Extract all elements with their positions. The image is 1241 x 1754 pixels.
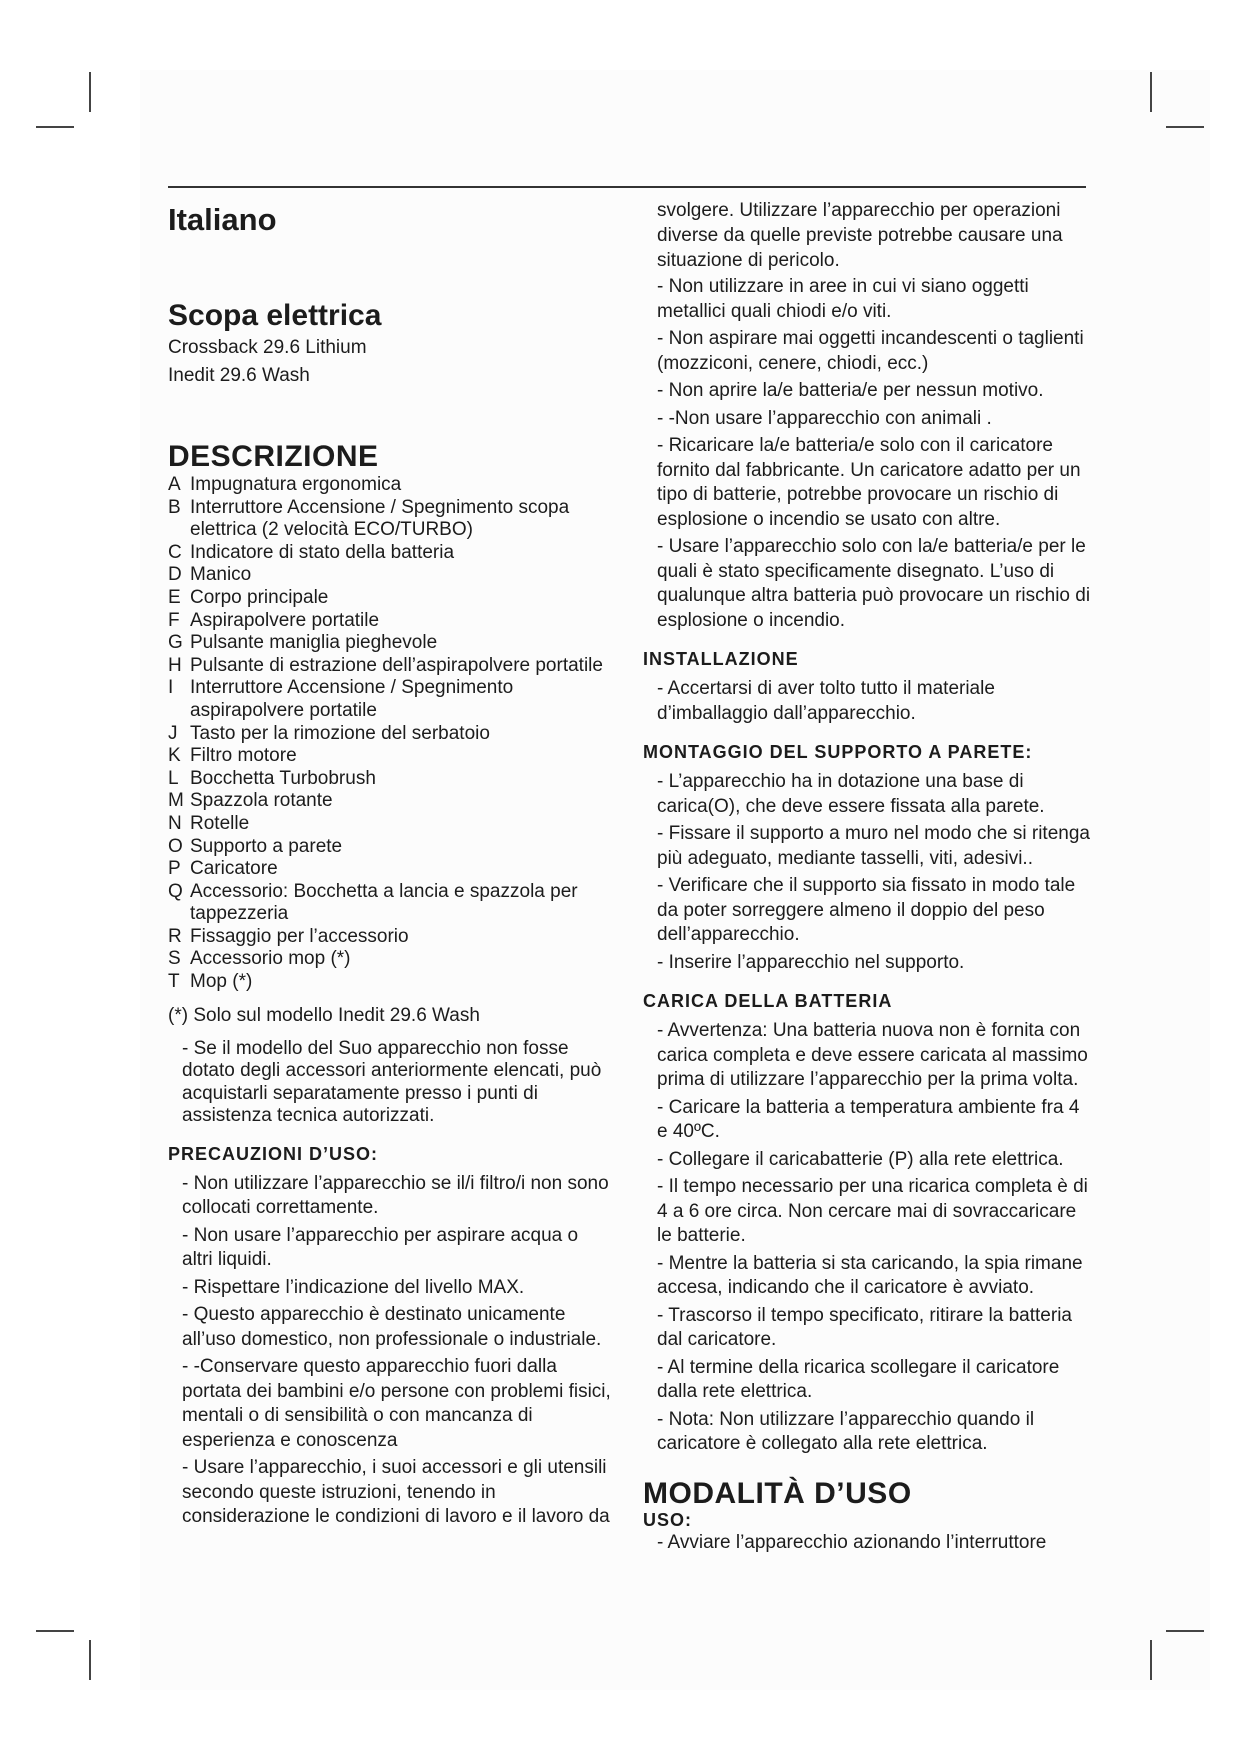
list-item: [168, 497, 613, 542]
item-text: Interruttore Accensione / Spegnimento aspirapolvere portatile: [190, 677, 514, 721]
list-item: [168, 564, 613, 587]
item-letter: P: [168, 858, 181, 880]
item-letter: S: [168, 948, 181, 970]
list-item: [168, 790, 613, 813]
list-item: [168, 881, 613, 926]
item-letter: M: [168, 790, 184, 812]
wall-mount-item: - Fissare il supporto a muro nel modo che si ritenga più adeguato, mediante tasselli, viti, adesivi..: [657, 823, 1090, 869]
list-item: [168, 474, 613, 497]
item-letter: D: [168, 564, 182, 586]
item-text: Pulsante di estrazione dell’aspirapolvere portatile: [190, 654, 603, 676]
item-text: Indicatore di stato della batteria: [190, 541, 455, 563]
list-item: [168, 542, 613, 565]
description-title: DESCRIZIONE: [168, 440, 379, 473]
product-title: Scopa elettrica: [168, 299, 382, 332]
item-letter: O: [168, 835, 183, 857]
crop-mark-bottom-right-h: [1166, 1630, 1204, 1632]
battery-item: - Caricare la batteria a temperatura ambiente fra 4 e 40ºC.: [657, 1096, 1080, 1142]
precaution-item: - Ricaricare la/e batteria/e solo con il caricatore fornito dal fabbricante. Un caricatore adatto per un tipo di batterie, potrebbe provocare un rischio di esplosione o incendio se usato con altre.: [657, 435, 1081, 530]
item-text: Filtro motore: [190, 745, 297, 767]
wall-mount-item: - Inserire l’apparecchio nel supporto.: [657, 951, 965, 973]
precaution-item: - Non utilizzare in aree in cui vi siano oggetti metallici quali chiodi e/o viti.: [657, 276, 1029, 322]
crop-mark-top-right-h: [1166, 126, 1204, 128]
item-text: Impugnatura ergonomica: [190, 474, 402, 495]
item-letter: G: [168, 632, 183, 654]
language-title: Italiano: [168, 202, 277, 237]
list-item: [168, 971, 613, 994]
item-text: Fissaggio per l’accessorio: [190, 925, 409, 947]
list-item: [168, 677, 613, 722]
item-text: Rotelle: [190, 812, 250, 834]
crop-mark-top-left-v: [89, 72, 91, 112]
item-text: Mop (*): [190, 971, 253, 993]
list-item: [168, 858, 613, 881]
battery-item: - Nota: Non utilizzare l’apparecchio quando il caricatore è collegato alla rete elettrica.: [657, 1408, 1035, 1454]
accessories-note: - Se il modello del Suo apparecchio non fosse dotato degli accessori anteriormente elencati, può acquistarli separatamente presso i punti di assistenza tecnica autorizzati.: [182, 1037, 602, 1127]
precaution-item: - Non utilizzare l’apparecchio se il/i filtro/i non sono collocati correttamente.: [182, 1172, 609, 1219]
precaution-item: - Non aprire la/e batteria/e per nessun motivo.: [657, 380, 1044, 401]
item-text: Accessorio mop (*): [190, 948, 351, 970]
item-letter: N: [168, 812, 182, 834]
precaution-continuation: svolgere. Utilizzare l’apparecchio per operazioni diverse da quelle previste potrebbe causare una situazione di pericolo.: [657, 200, 1063, 271]
battery-charge-heading: CARICA DELLA BATTERIA: [643, 991, 893, 1011]
precautions-heading: PRECAUZIONI D’USO:: [168, 1143, 379, 1164]
list-item: [168, 768, 613, 791]
precaution-item: - Non usare l’apparecchio per aspirare acqua o altri liquidi.: [182, 1224, 579, 1271]
left-column: [168, 196, 613, 1533]
precaution-item: - -Non usare l’apparecchio con animali .: [657, 407, 992, 429]
item-text: Bocchetta Turbobrush: [190, 767, 376, 789]
crop-mark-top-left-h: [36, 126, 74, 128]
item-letter: F: [168, 609, 180, 631]
crop-mark-bottom-right-v: [1150, 1640, 1152, 1680]
installation-item: - Accertarsi di aver tolto tutto il materiale d’imballaggio dall’apparecchio.: [657, 678, 995, 724]
battery-item: - Mentre la batteria si sta caricando, la spia rimane accesa, indicando che il caricatore è avviato.: [657, 1252, 1083, 1298]
list-item: [168, 926, 613, 949]
battery-item: - Trascorso il tempo specificato, ritirare la batteria dal caricatore.: [657, 1304, 1072, 1350]
list-item: [168, 948, 613, 971]
item-letter: I: [168, 677, 174, 699]
battery-item: - Al termine della ricarica scollegare il caricatore dalla rete elettrica.: [657, 1356, 1060, 1402]
item-letter: H: [168, 654, 182, 676]
item-letter: L: [168, 767, 179, 789]
footnote: (*) Solo sul modello Inedit 29.6 Wash: [168, 1004, 480, 1026]
model-name: Crossback 29.6 Lithium: [168, 337, 367, 358]
item-letter: R: [168, 925, 182, 947]
item-letter: J: [168, 722, 178, 744]
usage-mode-title: MODALITÀ D’USO: [643, 1476, 912, 1510]
precaution-item: - Rispettare l’indicazione del livello MAX.: [182, 1276, 525, 1298]
header-rule: [168, 186, 1086, 188]
list-item: [168, 723, 613, 746]
item-text: Spazzola rotante: [190, 790, 333, 812]
item-letter: K: [168, 745, 181, 767]
crop-mark-bottom-left-v: [89, 1640, 91, 1680]
item-text: Interruttore Accensione / Spegnimento scopa elettrica (2 velocità ECO/TURBO): [190, 496, 570, 541]
crop-mark-bottom-left-h: [36, 1630, 74, 1632]
item-text: Manico: [190, 564, 252, 586]
wall-mount-item: - Verificare che il supporto sia fissato in modo tale da poter sorreggere almeno il doppio del peso dell’apparecchio.: [657, 875, 1076, 945]
item-letter: Q: [168, 880, 183, 902]
list-item: [168, 587, 613, 610]
usage-subtitle: USO:: [643, 1509, 692, 1530]
precaution-item: - Usare l’apparecchio solo con la/e batteria/e per le quali è stato specificamente disegnato. L’uso di qualunque altra batteria può provocare un rischio di esplosione o incendio.: [657, 536, 1091, 631]
item-text: Accessorio: Bocchetta a lancia e spazzola per tappezzeria: [190, 880, 578, 925]
list-item: [168, 745, 613, 768]
model-name: Inedit 29.6 Wash: [168, 365, 310, 386]
item-text: Supporto a parete: [190, 835, 343, 857]
list-item: [168, 655, 613, 678]
list-item: [168, 632, 613, 655]
wall-mount-item: - L’apparecchio ha in dotazione una base di carica(O), che deve essere fissata alla parete.: [657, 771, 1045, 817]
item-text: Tasto per la rimozione del serbatoio: [190, 722, 490, 744]
precaution-item: - Usare l’apparecchio, i suoi accessori e gli utensili secondo queste istruzioni, tenendo in considerazione le condizioni di lavoro e il lavoro da: [182, 1457, 610, 1528]
item-letter: E: [168, 586, 181, 608]
item-text: Pulsante maniglia pieghevole: [190, 632, 438, 654]
precaution-item: - Non aspirare mai oggetti incandescenti o taglienti (mozziconi, cenere, chiodi, ecc.): [657, 328, 1084, 374]
item-letter: C: [168, 541, 182, 563]
wall-mount-heading: MONTAGGIO DEL SUPPORTO A PARETE:: [643, 742, 1033, 762]
list-item: [168, 813, 613, 836]
item-letter: A: [168, 474, 181, 495]
precaution-item: - -Conservare questo apparecchio fuori dalla portata dei bambini e/o persone con problemi fisici, mentali o di sensibilità o con mancanza di esperienza e conoscenza: [182, 1356, 611, 1451]
item-letter: T: [168, 971, 180, 993]
description-list: [168, 474, 613, 994]
item-text: Aspirapolvere portatile: [190, 609, 380, 631]
battery-item: - Il tempo necessario per una ricarica completa è di 4 a 6 ore circa. Non cercare mai di sovraccaricare le batterie.: [657, 1176, 1088, 1246]
item-text: Caricatore: [190, 858, 278, 880]
list-item: [168, 610, 613, 633]
usage-item: - Avviare l’apparecchio azionando l’interruttore: [657, 1531, 1047, 1553]
crop-mark-top-right-v: [1150, 72, 1152, 112]
list-item: [168, 836, 613, 859]
battery-item: - Collegare il caricabatterie (P) alla rete elettrica.: [657, 1148, 1064, 1170]
item-letter: B: [168, 496, 181, 518]
precaution-item: - Questo apparecchio è destinato unicamente all’uso domestico, non professionale o industriale.: [182, 1304, 602, 1350]
installation-heading: INSTALLAZIONE: [643, 649, 799, 669]
right-column: [643, 198, 1093, 1558]
battery-item: - Avvertenza: Una batteria nuova non è fornita con carica completa e deve essere caricata al massimo prima di utilizzare l’apparecchio per la prima volta.: [657, 1020, 1088, 1090]
item-text: Corpo principale: [190, 586, 329, 608]
